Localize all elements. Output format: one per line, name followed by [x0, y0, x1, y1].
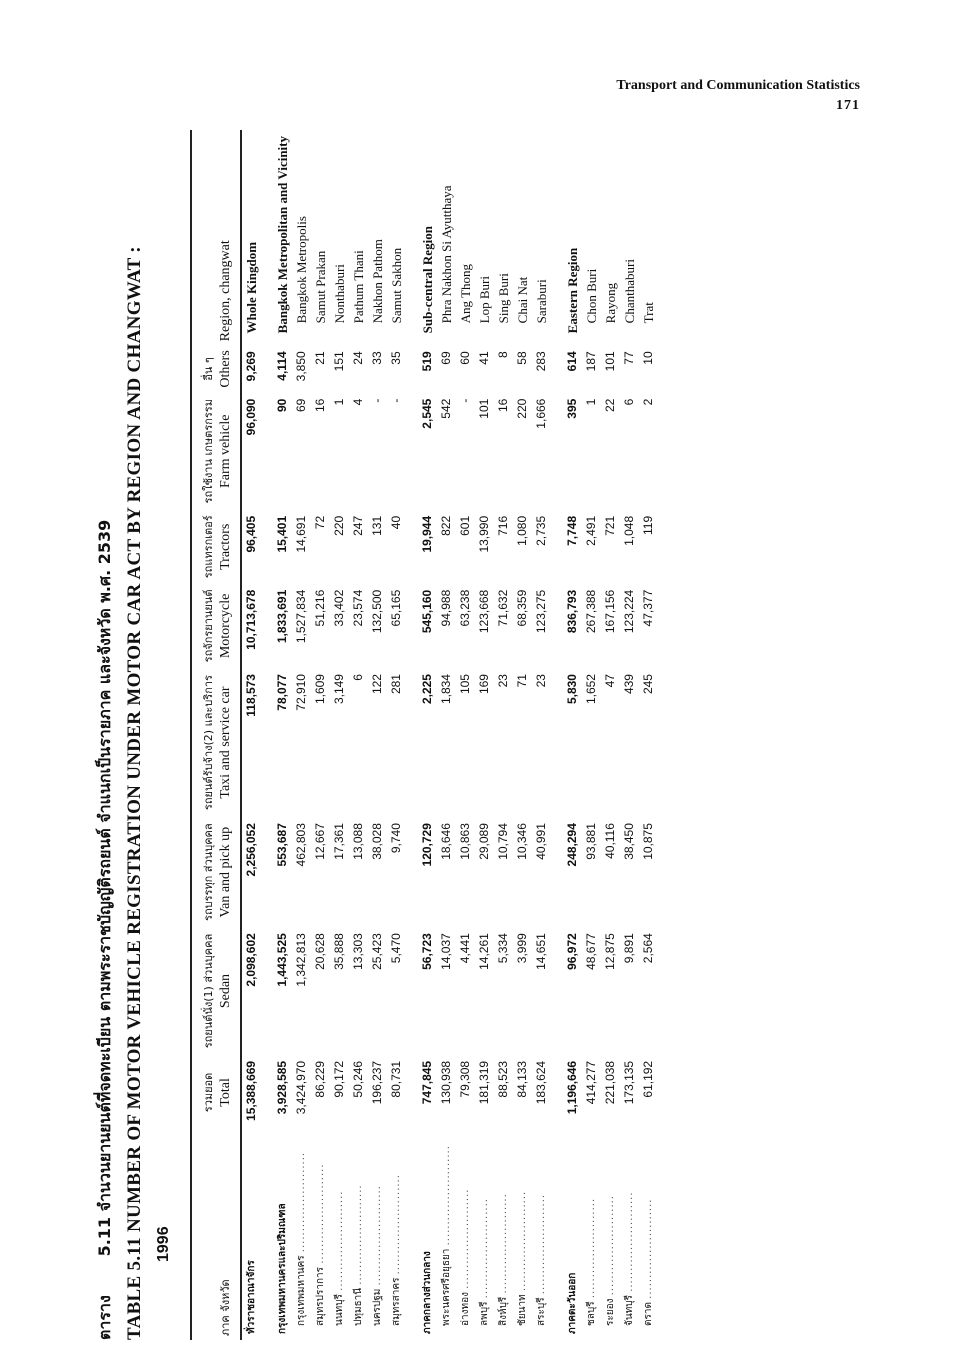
table-row — [387, 130, 406, 1340]
cell-total: 3,928,585 — [275, 1060, 289, 1115]
leader-dots: ........................ — [460, 1188, 471, 1289]
cell-tractors: 131 — [370, 515, 384, 536]
cell-total: 183,624 — [534, 1060, 548, 1105]
cell-farm-vehicle: 2 — [641, 398, 655, 406]
table-row — [330, 130, 349, 1340]
cell-farm-vehicle: 542 — [439, 398, 453, 419]
cell-tractors: 721 — [603, 515, 617, 536]
cell-motorcycle: 33,402 — [332, 589, 346, 627]
cell-tractors: 19,944 — [420, 515, 434, 553]
cell-van-pickup: 40,991 — [534, 823, 548, 860]
cell-van-pickup: 29,089 — [477, 823, 491, 860]
region-english-name: Chai Nat — [515, 276, 530, 324]
cell-motorcycle: 51,216 — [313, 589, 327, 627]
cell-farm-vehicle: - — [370, 398, 384, 403]
table-row — [513, 130, 532, 1340]
cell-total: 86,229 — [313, 1060, 327, 1098]
col-header-taxi: รถยนต์รับจ้าง(2) และบริการ Taxi and service car — [191, 668, 241, 817]
spacer-row — [261, 130, 273, 1340]
cell-sedan: 48,677 — [584, 933, 598, 970]
region-english-name: Trat — [641, 302, 656, 324]
region-thai-name: ตราด ........................ — [643, 1198, 654, 1326]
region-english-name: Bangkok Metropolitan and Vicinity — [275, 136, 290, 334]
region-thai-name: ชัยนาท ........................ — [517, 1190, 528, 1326]
table-row — [475, 130, 494, 1340]
table-row — [437, 130, 456, 1340]
leader-dots: ........................ — [586, 1197, 597, 1299]
col-header-motorcycle: รถจักรยานยนต์ Motorcycle — [191, 584, 241, 668]
cell-others: 41 — [477, 351, 491, 365]
cell-others: 614 — [565, 351, 579, 372]
region-english-name: Lop Buri — [477, 276, 492, 324]
cell-total: 196,237 — [370, 1060, 384, 1105]
cell-motorcycle: 123,224 — [622, 589, 636, 634]
cell-total: 88,523 — [496, 1060, 510, 1098]
cell-others: 21 — [313, 351, 327, 365]
cell-van-pickup: 10,346 — [515, 823, 529, 860]
spacer-cell — [551, 130, 563, 1340]
title-english — [120, 110, 150, 1340]
cell-farm-vehicle: 4 — [351, 398, 365, 406]
cell-total: 1,196,646 — [565, 1060, 579, 1115]
cell-sedan: 5,334 — [496, 933, 510, 964]
cell-motorcycle: 836,793 — [565, 589, 579, 634]
region-thai-name: ภาคตะวันออก — [567, 1272, 578, 1334]
title-thai-text: จำนวนยานยนต์ที่จดทะเบียน ตามพระราชบัญญัติรถยนต์ จำแนกเป็นรายภาค และจังหวัด พ.ศ. 2539 — [95, 519, 114, 1212]
region-english-name: Eastern Region — [565, 247, 580, 334]
title-year: 1996 — [155, 1226, 172, 1262]
spacer-cell — [406, 130, 418, 1340]
region-english-name: Chon Buri — [584, 268, 599, 324]
col-header-farm-vehicle: รถใช้งาน เกษตรกรรม Farm vehicle — [191, 393, 241, 510]
cell-total: 414,277 — [584, 1060, 598, 1105]
cell-farm-vehicle: 1,666 — [534, 398, 548, 429]
cell-others: 519 — [420, 351, 434, 372]
leader-dots: ........................ — [353, 1184, 364, 1285]
cell-motorcycle: 47,377 — [641, 589, 655, 627]
cell-taxi: 3,149 — [332, 674, 346, 705]
table-row — [494, 130, 513, 1340]
cell-farm-vehicle: - — [458, 398, 472, 403]
cell-taxi: 78,077 — [275, 674, 289, 711]
cell-tractors: 1,048 — [622, 515, 636, 546]
region-english-name: Rayong — [603, 282, 618, 324]
cell-van-pickup: 10,875 — [641, 823, 655, 860]
cell-van-pickup: 10,794 — [496, 823, 510, 860]
cell-sedan: 35,888 — [332, 933, 346, 970]
data-table — [190, 130, 658, 1340]
table-row — [456, 130, 475, 1340]
cell-van-pickup: 93,881 — [584, 823, 598, 860]
cell-sedan: 1,443,525 — [275, 933, 289, 987]
region-thai-name: สมุทรปราการ ........................ — [315, 1163, 326, 1326]
cell-total: 50,246 — [351, 1060, 365, 1098]
table-row — [639, 130, 658, 1340]
cell-total: 84,133 — [515, 1060, 529, 1098]
cell-motorcycle: 167,156 — [603, 589, 617, 634]
cell-tractors: 220 — [332, 515, 346, 536]
cell-others: 4,114 — [275, 351, 289, 381]
cell-farm-vehicle: 6 — [622, 398, 636, 406]
cell-taxi: 281 — [389, 674, 403, 695]
cell-motorcycle: 23,574 — [351, 589, 365, 627]
cell-sedan: 2,564 — [641, 933, 655, 964]
group-row — [563, 130, 582, 1340]
col-header-tractors: รถแทรกเตอร์ Tractors — [191, 510, 241, 584]
cell-van-pickup: 13,088 — [351, 823, 365, 860]
cell-total: 747,845 — [420, 1060, 434, 1105]
col-header-total: รวมยอด Total — [191, 1055, 241, 1130]
cell-sedan: 14,651 — [534, 933, 548, 970]
cell-van-pickup: 9,740 — [389, 823, 403, 854]
cell-sedan: 20,628 — [313, 933, 327, 970]
table-row — [582, 130, 601, 1340]
cell-taxi: 245 — [641, 674, 655, 695]
cell-taxi: 71 — [515, 674, 529, 688]
cell-others: 3,850 — [294, 351, 308, 382]
region-english-name: Samut Prakan — [313, 250, 328, 324]
cell-taxi: 105 — [458, 674, 472, 695]
table-row — [368, 130, 387, 1340]
region-thai-name: สระบุรี ........................ — [536, 1193, 547, 1326]
cell-taxi: 1,609 — [313, 674, 327, 705]
table-row — [532, 130, 551, 1340]
leader-dots: ........................ — [498, 1193, 509, 1294]
cell-sedan: 1,342,813 — [294, 933, 308, 987]
cell-van-pickup: 553,687 — [275, 823, 289, 867]
cell-motorcycle: 545,160 — [420, 589, 434, 634]
region-thai-name: นครปฐม ........................ — [372, 1185, 383, 1326]
cell-others: 101 — [603, 351, 617, 372]
region-english-name: Sing Buri — [496, 273, 511, 324]
cell-tractors: 7,748 — [565, 515, 579, 546]
cell-motorcycle: 63,238 — [458, 589, 472, 627]
region-thai-name: อ่างทอง ........................ — [460, 1188, 471, 1326]
cell-farm-vehicle: 69 — [294, 398, 308, 413]
cell-van-pickup: 18,646 — [439, 823, 453, 860]
table-row — [349, 130, 368, 1340]
region-english-name: Phra Nakhon Si Ayutthaya — [439, 185, 454, 324]
cell-van-pickup: 38,028 — [370, 823, 384, 860]
cell-total: 3,424,970 — [294, 1060, 308, 1115]
cell-taxi: 47 — [603, 674, 617, 688]
cell-taxi: 169 — [477, 674, 491, 695]
region-english-name: Pathum Thani — [351, 250, 366, 324]
running-head-title: Transport and Communication Statistics — [616, 78, 860, 93]
region-english-name: Ang Thong — [458, 263, 473, 324]
cell-van-pickup: 38,450 — [622, 823, 636, 860]
cell-taxi: 23 — [496, 674, 510, 688]
cell-tractors: 822 — [439, 515, 453, 536]
cell-van-pickup: 12,667 — [313, 823, 327, 860]
group-row — [241, 130, 261, 1340]
group-row — [273, 130, 292, 1340]
table-row — [292, 130, 311, 1340]
title-number: 5.11 — [95, 1216, 114, 1257]
cell-total: 173,135 — [622, 1060, 636, 1105]
cell-van-pickup: 462,803 — [294, 823, 308, 867]
table-row — [311, 130, 330, 1340]
page-number: 171 — [836, 98, 860, 113]
cell-total: 79,308 — [458, 1060, 472, 1098]
cell-van-pickup: 248,294 — [565, 823, 579, 867]
cell-tractors: 2,491 — [584, 515, 598, 546]
cell-tractors: 40 — [389, 515, 403, 530]
title-english-text: NUMBER OF MOTOR VEHICLE REGISTRATION UNDER MOTOR CAR ACT BY REGION AND CHANGWAT : — [124, 246, 145, 1232]
region-thai-name: กรุงเทพมหานครและปริมณฑล — [277, 1203, 288, 1334]
cell-sedan: 14,261 — [477, 933, 491, 970]
region-english-name: Bangkok Metropolis — [294, 216, 309, 324]
region-thai-name: นนทบุรี ........................ — [334, 1190, 345, 1326]
cell-sedan: 4,441 — [458, 933, 472, 964]
cell-tractors: 2,735 — [534, 515, 548, 546]
cell-total: 130,938 — [439, 1060, 453, 1105]
cell-total: 15,388,669 — [244, 1060, 258, 1121]
region-thai-name: ปทุมธานี ........................ — [353, 1184, 364, 1326]
col-header-others: อื่น ๆ Others — [191, 345, 241, 392]
cell-sedan: 96,972 — [565, 933, 579, 970]
cell-tractors: 15,401 — [275, 515, 289, 553]
col-header-sedan: รถยนต์นั่ง(1) ส่วนบุคคล Sedan — [191, 927, 241, 1055]
cell-sedan: 14,037 — [439, 933, 453, 970]
cell-total: 61,192 — [641, 1060, 655, 1098]
leader-dots: ........................ — [517, 1190, 528, 1292]
cell-others: 77 — [622, 351, 636, 365]
region-thai-name: ทั่วราชอาณาจักร — [246, 1260, 257, 1334]
cell-tractors: 119 — [641, 515, 655, 535]
region-thai-name: สมุทรสาคร ........................ — [391, 1174, 402, 1326]
cell-taxi: 439 — [622, 674, 636, 695]
col-header-region-english: Region, changwat — [191, 130, 241, 345]
cell-sedan: 25,423 — [370, 933, 384, 970]
leader-dots: ........................ — [441, 1145, 452, 1246]
cell-taxi: 72,910 — [294, 674, 308, 711]
title-english-label: TABLE 5.11 — [124, 1237, 145, 1340]
table-body — [241, 130, 658, 1340]
cell-van-pickup: 40,116 — [603, 823, 617, 859]
spacer-cell — [261, 130, 273, 1340]
region-thai-name: พระนครศรีอยุธยา ........................ — [441, 1145, 452, 1326]
cell-farm-vehicle: 96,090 — [244, 398, 258, 436]
leader-dots: ........................ — [372, 1185, 383, 1286]
cell-sedan: 2,098,602 — [244, 933, 258, 987]
title-thai-label: ตาราง — [95, 1295, 114, 1340]
region-english-name: Nonthaburi — [332, 264, 347, 324]
cell-tractors: 14,691 — [294, 515, 308, 553]
region-thai-name: ลพบุรี ........................ — [479, 1198, 490, 1326]
cell-tractors: 247 — [351, 515, 365, 536]
cell-farm-vehicle: 90 — [275, 398, 289, 413]
cell-farm-vehicle: 22 — [603, 398, 617, 413]
cell-van-pickup: 2,256,052 — [244, 823, 258, 877]
region-english-name: Saraburi — [534, 279, 549, 324]
cell-sedan: 5,470 — [389, 933, 403, 964]
leader-dots: ........................ — [391, 1174, 402, 1275]
cell-motorcycle: 94,988 — [439, 589, 453, 627]
cell-motorcycle: 123,275 — [534, 589, 548, 634]
cell-others: 10 — [641, 351, 655, 365]
cell-others: 60 — [458, 351, 472, 365]
cell-farm-vehicle: 1 — [584, 398, 598, 406]
cell-total: 221,038 — [603, 1060, 617, 1105]
cell-taxi: 2,225 — [420, 674, 434, 705]
cell-motorcycle: 65,165 — [389, 589, 403, 627]
cell-others: 187 — [584, 351, 598, 372]
region-thai-name: สิงห์บุรี ........................ — [498, 1193, 509, 1326]
cell-van-pickup: 10,863 — [458, 823, 472, 860]
region-english-name: Samut Sakhon — [389, 247, 404, 324]
cell-tractors: 716 — [496, 515, 510, 536]
cell-others: 33 — [370, 351, 384, 365]
region-thai-name: ชลบุรี ........................ — [586, 1197, 597, 1326]
cell-taxi: 1,834 — [439, 674, 453, 705]
region-english-name: Whole Kingdom — [244, 241, 259, 334]
cell-sedan: 56,723 — [420, 933, 434, 970]
cell-sedan: 12,875 — [603, 933, 617, 970]
cell-farm-vehicle: 101 — [477, 398, 491, 419]
cell-motorcycle: 132,500 — [370, 589, 384, 634]
cell-motorcycle: 1,833,691 — [275, 589, 289, 644]
cell-others: 58 — [515, 351, 529, 365]
title-thai — [90, 110, 120, 1340]
cell-total: 181,319 — [477, 1060, 491, 1105]
leader-dots: ........................ — [296, 1151, 307, 1253]
table-row — [620, 130, 639, 1340]
cell-tractors: 601 — [458, 515, 472, 536]
cell-sedan: 9,891 — [622, 933, 636, 964]
cell-taxi: 23 — [534, 674, 548, 688]
region-english-name: Chanthaburi — [622, 259, 637, 324]
cell-motorcycle: 1,527,834 — [294, 589, 308, 644]
cell-taxi: 6 — [351, 674, 365, 681]
cell-others: 151 — [332, 351, 346, 372]
col-header-van-pickup: รถบรรทุก ส่วนบุคคล Van and pick up — [191, 817, 241, 927]
cell-farm-vehicle: 16 — [496, 398, 510, 413]
cell-van-pickup: 17,361 — [332, 823, 346, 860]
cell-motorcycle: 10,713,678 — [244, 589, 258, 650]
cell-total: 80,731 — [389, 1060, 403, 1098]
cell-tractors: 1,080 — [515, 515, 529, 546]
cell-motorcycle: 68,359 — [515, 589, 529, 627]
cell-taxi: 118,573 — [244, 674, 258, 717]
table-row — [601, 130, 620, 1340]
cell-tractors: 72 — [313, 515, 327, 530]
leader-dots: ........................ — [479, 1198, 490, 1299]
cell-taxi: 5,830 — [565, 674, 579, 705]
cell-motorcycle: 71,632 — [496, 589, 510, 627]
table-title — [90, 110, 178, 1340]
region-thai-name: จันทบุรี ........................ — [624, 1191, 635, 1326]
leader-dots: ........................ — [315, 1163, 326, 1264]
col-header-region-thai: ภาค จังหวัด — [191, 1130, 241, 1340]
group-row — [418, 130, 437, 1340]
region-thai-name: ภาคกลางส่วนกลาง — [422, 1251, 433, 1334]
leader-dots: ........................ — [624, 1191, 635, 1292]
cell-others: 8 — [496, 351, 510, 359]
region-thai-name: ระยอง ........................ — [605, 1195, 616, 1326]
cell-motorcycle: 267,388 — [584, 589, 598, 634]
cell-others: 283 — [534, 351, 548, 372]
cell-others: 24 — [351, 351, 365, 365]
leader-dots: ........................ — [643, 1198, 654, 1299]
spacer-row — [406, 130, 418, 1340]
cell-farm-vehicle: 220 — [515, 398, 529, 419]
cell-farm-vehicle: - — [389, 398, 403, 403]
cell-sedan: 3,999 — [515, 933, 529, 964]
cell-sedan: 13,303 — [351, 933, 365, 970]
cell-farm-vehicle: 2,545 — [420, 398, 434, 429]
leader-dots: ........................ — [334, 1190, 345, 1291]
region-english-name: Nakhon Pathom — [370, 239, 385, 324]
leader-dots: ........................ — [536, 1193, 547, 1295]
cell-farm-vehicle: 395 — [565, 398, 579, 419]
cell-taxi: 1,652 — [584, 674, 598, 705]
cell-motorcycle: 123,668 — [477, 589, 491, 634]
leader-dots: ........................ — [605, 1195, 616, 1296]
cell-van-pickup: 120,729 — [420, 823, 434, 867]
cell-total: 90,172 — [332, 1060, 346, 1098]
cell-farm-vehicle: 16 — [313, 398, 327, 413]
cell-taxi: 122 — [370, 674, 384, 695]
spacer-row — [551, 130, 563, 1340]
cell-others: 69 — [439, 351, 453, 365]
header-row — [191, 130, 241, 1340]
region-thai-name: กรุงเทพมหานคร ........................ — [296, 1151, 307, 1326]
rotated-page — [90, 110, 870, 1340]
cell-tractors: 96,405 — [244, 515, 258, 553]
cell-others: 35 — [389, 351, 403, 365]
cell-others: 9,269 — [244, 351, 258, 382]
cell-tractors: 13,990 — [477, 515, 491, 553]
region-english-name: Sub-central Region — [420, 226, 435, 334]
cell-farm-vehicle: 1 — [332, 398, 346, 406]
